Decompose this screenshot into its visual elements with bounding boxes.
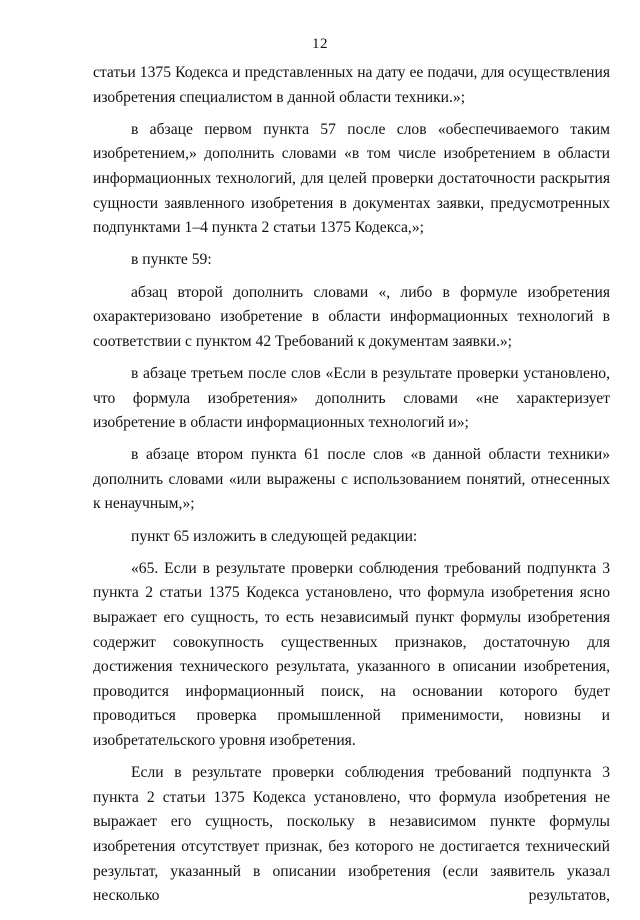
- page-number: 12: [312, 36, 328, 52]
- paragraph-9: Если в результате проверки соблюдения требований подпункта 3 пункта 2 статьи 1375 Кодекса установлено, что формула изобретения не выражает его сущность, поскольку в независимом пункте формулы изобретения отсутствует признак, без которого не достигается технический результат, указанный в описании изобретения (если заявитель указал несколько результатов,: [93, 764, 610, 905]
- paragraph-4: абзац второй дополнить словами «, либо в формуле изобретения охарактеризовано изобретение в области информационных технологий в соответствии с пунктом 42 Требований к документам заявки.»;: [93, 283, 610, 350]
- paragraph-5: в абзаце третьем после слов «Если в результате проверки установлено, что формула изобретения» дополнить словами «не характеризует изобретение в области информационных технологий и»;: [93, 364, 610, 432]
- paragraph-8: «65. Если в результате проверки соблюдения требований подпункта 3 пункта 2 статьи 1375 Кодекса установлено, что формула изобретения ясно выражает его сущность, то есть независимый пункт формулы изобретения содержит совокупность существенных признаков, достаточную для достижения технического результата, указанного в описании изобретения, проводится информационный поиск, на основании которого будет проводиться проверка промышленной применимости, новизны и изобретательского уровня изобретения.: [93, 559, 610, 749]
- paragraph-2: в абзаце первом пункта 57 после слов «обеспечиваемого таким изобретением,» дополнить словами «в том числе изобретением в области информационных технологий, для целей проверки достаточности раскрытия сущности заявленного изобретения в документах заявки, предусмотренных подпунктами 1–4 пункта 2 статьи 1375 Кодекса,»;: [93, 120, 610, 237]
- paragraph-7: пункт 65 изложить в следующей редакции:: [131, 527, 418, 545]
- document-body: [93, 61, 610, 916]
- paragraph-1: статьи 1375 Кодекса и представленных на дату ее подачи, для осуществления изобретения специалистом в данной области техники.»;: [93, 64, 610, 106]
- paragraph-6: в абзаце втором пункта 61 после слов «в данной области техники» дополнить словами «или выражены с использованием понятий, отнесенных к ненаучным,»;: [93, 446, 610, 513]
- paragraph-3: в пункте 59:: [131, 251, 212, 269]
